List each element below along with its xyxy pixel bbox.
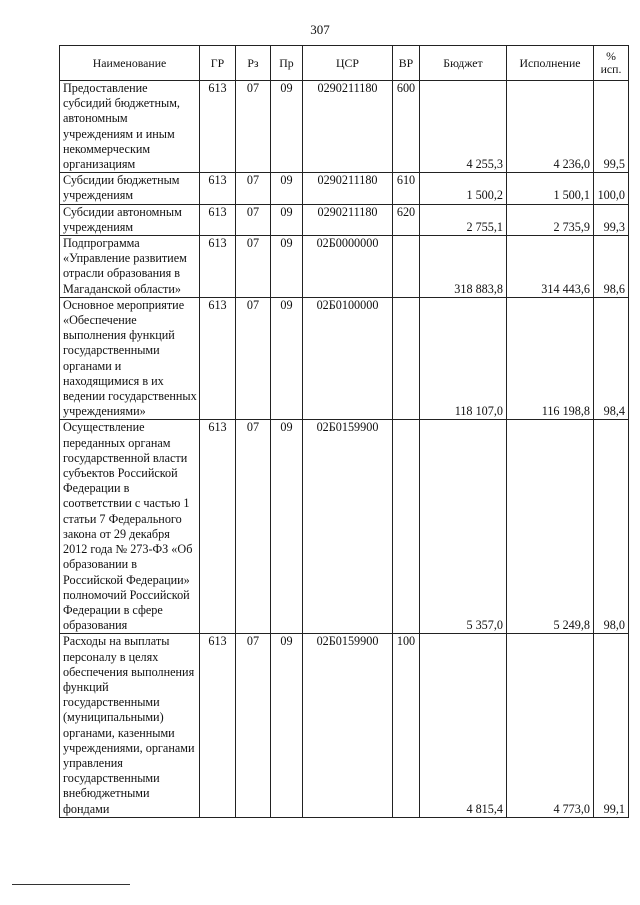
- cell-name: Подпрограмма «Управление развитием отрасли образования в Магаданской области»: [60, 236, 200, 298]
- cell-vr: [393, 236, 420, 298]
- cell-vr: [393, 420, 420, 634]
- cell-percent: 99,5: [594, 81, 629, 173]
- table-header-row: [60, 46, 629, 81]
- cell-gr: 613: [200, 81, 236, 173]
- cell-csr: 0290211180: [303, 173, 393, 204]
- cell-rz: 07: [236, 634, 271, 817]
- cell-execution: 4 773,0: [507, 634, 594, 817]
- cell-execution: 116 198,8: [507, 297, 594, 420]
- cell-budget: 318 883,8: [420, 236, 507, 298]
- cell-pr: 09: [271, 634, 303, 817]
- cell-percent: 98,0: [594, 420, 629, 634]
- cell-gr: 613: [200, 236, 236, 298]
- cell-vr: 100: [393, 634, 420, 817]
- header-percent-label: исп.: [600, 62, 622, 76]
- header-execution: Исполнение: [507, 46, 594, 81]
- cell-name: Предоставление субсидий бюджетным, автономным учреждениям и иным некоммерческим организациям: [60, 81, 200, 173]
- cell-csr: 0290211180: [303, 81, 393, 173]
- table-row: [60, 634, 629, 817]
- cell-csr: 0290211180: [303, 204, 393, 235]
- cell-name: Субсидии автономным учреждениям: [60, 204, 200, 235]
- header-percent: [594, 46, 629, 81]
- cell-gr: 613: [200, 297, 236, 420]
- cell-pr: 09: [271, 173, 303, 204]
- cell-vr: 610: [393, 173, 420, 204]
- header-vr: ВР: [393, 46, 420, 81]
- cell-csr: 02Б0100000: [303, 297, 393, 420]
- footnote-divider: [12, 884, 130, 885]
- cell-gr: 613: [200, 634, 236, 817]
- cell-budget: 2 755,1: [420, 204, 507, 235]
- cell-execution: 314 443,6: [507, 236, 594, 298]
- header-pr: Пр: [271, 46, 303, 81]
- cell-name: Субсидии бюджетным учреждениям: [60, 173, 200, 204]
- cell-pr: 09: [271, 297, 303, 420]
- cell-percent: 98,6: [594, 236, 629, 298]
- cell-budget: 5 357,0: [420, 420, 507, 634]
- cell-execution: 1 500,1: [507, 173, 594, 204]
- header-csr: ЦСР: [303, 46, 393, 81]
- cell-name: Осуществление переданных органам государственной власти субъектов Российской Федерации в соответствии с частью 1 статьи 7 Федерального закона от 29 декабря 2012 года № 273-ФЗ «Об образовании в Российской Федерации» полномочий Российской Федерации в сфере образования: [60, 420, 200, 634]
- cell-execution: 4 236,0: [507, 81, 594, 173]
- cell-budget: 4 815,4: [420, 634, 507, 817]
- cell-percent: 98,4: [594, 297, 629, 420]
- cell-rz: 07: [236, 297, 271, 420]
- table-row: [60, 204, 629, 235]
- table-row: [60, 173, 629, 204]
- cell-vr: 600: [393, 81, 420, 173]
- cell-execution: 2 735,9: [507, 204, 594, 235]
- cell-name: Основное мероприятие «Обеспечение выполнения функций государственными органами и находящимися в их ведении государственных учреждениями»: [60, 297, 200, 420]
- cell-rz: 07: [236, 173, 271, 204]
- cell-pr: 09: [271, 81, 303, 173]
- cell-budget: 4 255,3: [420, 81, 507, 173]
- cell-rz: 07: [236, 81, 271, 173]
- cell-percent: 99,1: [594, 634, 629, 817]
- table-row: [60, 420, 629, 634]
- cell-percent: 99,3: [594, 204, 629, 235]
- cell-vr: [393, 297, 420, 420]
- cell-percent: 100,0: [594, 173, 629, 204]
- cell-budget: 118 107,0: [420, 297, 507, 420]
- header-rz: Рз: [236, 46, 271, 81]
- page-number: 307: [310, 22, 330, 37]
- cell-execution: 5 249,8: [507, 420, 594, 634]
- header-budget: Бюджет: [420, 46, 507, 81]
- cell-pr: 09: [271, 236, 303, 298]
- cell-name: Расходы на выплаты персоналу в целях обеспечения выполнения функций государственными (муниципальными) органами, казенными учреждениями, органами управления государственными внебюджетными фондами: [60, 634, 200, 817]
- table-row: [60, 297, 629, 420]
- cell-csr: 02Б0159900: [303, 420, 393, 634]
- cell-pr: 09: [271, 420, 303, 634]
- cell-rz: 07: [236, 236, 271, 298]
- budget-table: [59, 45, 629, 818]
- header-name: Наименование: [60, 46, 200, 81]
- cell-csr: 02Б0159900: [303, 634, 393, 817]
- cell-vr: 620: [393, 204, 420, 235]
- cell-gr: 613: [200, 173, 236, 204]
- cell-csr: 02Б0000000: [303, 236, 393, 298]
- cell-gr: 613: [200, 204, 236, 235]
- table-row: [60, 236, 629, 298]
- header-gr: ГР: [200, 46, 236, 81]
- header-percent-sign: %: [606, 49, 616, 63]
- cell-rz: 07: [236, 204, 271, 235]
- cell-pr: 09: [271, 204, 303, 235]
- cell-gr: 613: [200, 420, 236, 634]
- cell-budget: 1 500,2: [420, 173, 507, 204]
- cell-rz: 07: [236, 420, 271, 634]
- table-row: [60, 81, 629, 173]
